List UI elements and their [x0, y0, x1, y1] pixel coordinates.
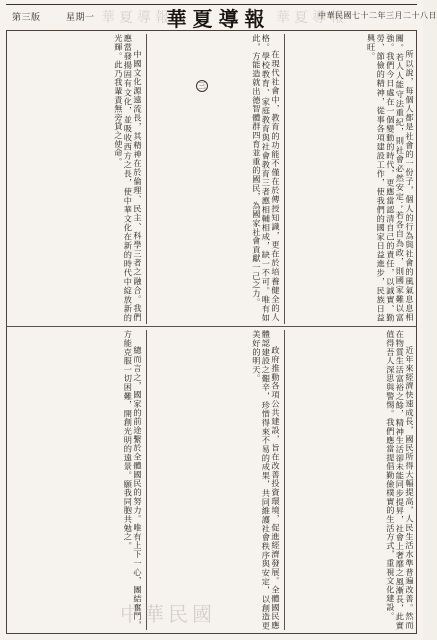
band-divider [6, 326, 417, 327]
article-bottom-left [10, 330, 142, 630]
page-number: 第三版 [12, 13, 41, 23]
article-bottom-right-text: 近年來經濟快速成長，國民所得大幅提高，人民生活水準普遍改善。然而在物質生活富裕之餘，精神生活卻未能同步提昇，社會上奢靡之風漸長，此實值得吾人深思與警惕。我們應當提倡勤儉樸實的生活方式，重視文化建設。 [385, 330, 415, 630]
archive-watermark: 中華民國 [120, 602, 216, 626]
date-line: 中華民國七十二年三月二十八日 [318, 11, 437, 20]
faded-masthead-right: 華夏導報 [276, 10, 348, 26]
article-top-right-text: 所以說，每個人都是社會的一份子，個人的行為與社會的風氣息息相關。若人人能守法重紀，則社會必然安定；若各自為政，則國家難以富強。我們今日處在一個變動的時代，更應當認清自己的責任，以誠實、勤勞、節儉的精神，從事各項建設工作，使我們的國家日益進步，民族日益興旺。 [366, 34, 415, 322]
article-top-right [290, 34, 414, 322]
article-top-middle [152, 34, 280, 322]
masthead-title: 華夏導報 [166, 6, 271, 31]
article-bottom-left-text: 總而言之，國家的前途繫於全體國民的努力。唯有上下一心，團結奮鬥，方能克服一切困難，開創光明的遠景。願我同胞共勉之。 [123, 330, 143, 630]
article-top-left-text: 中國文化源遠流長，其精神在於倫理、民主、科學三者之融合。我們應當發揚固有文化，並吸收西方之長，使中華文化在新的時代中綻放新的光輝。此乃我輩責無旁貸之使命。 [113, 34, 143, 322]
article-bottom-right [290, 330, 414, 630]
article-bottom-middle [152, 330, 280, 630]
faded-masthead-left: 華夏導報 [101, 10, 173, 26]
column-divider-3 [284, 330, 285, 630]
section-number-mark: 三 [198, 81, 206, 90]
article-top-middle-text: 在現代社會中，教育的功能不僅在於傳授知識，更在於培養健全的人格。學校教育、家庭教育與社會教育三者應相輔相成，缺一不可。唯有如此，方能造就出德智體群四育並重的國民，為國家社會貢獻一己之力。 [251, 34, 281, 322]
column-divider-4 [146, 330, 147, 630]
article-top-left [10, 34, 142, 322]
column-divider-1 [284, 34, 285, 324]
column-divider-2 [146, 34, 147, 324]
page-header [6, 4, 437, 32]
article-bottom-middle-text: 政府推動各項公共建設，旨在改善投資環境，促進經濟發展。全體國民應體認建設之艱辛，珍惜得來不易的成果，共同維護社會秩序與安定，以創造更美好的明天。 [251, 330, 281, 630]
weekday: 星期一 [66, 13, 95, 23]
